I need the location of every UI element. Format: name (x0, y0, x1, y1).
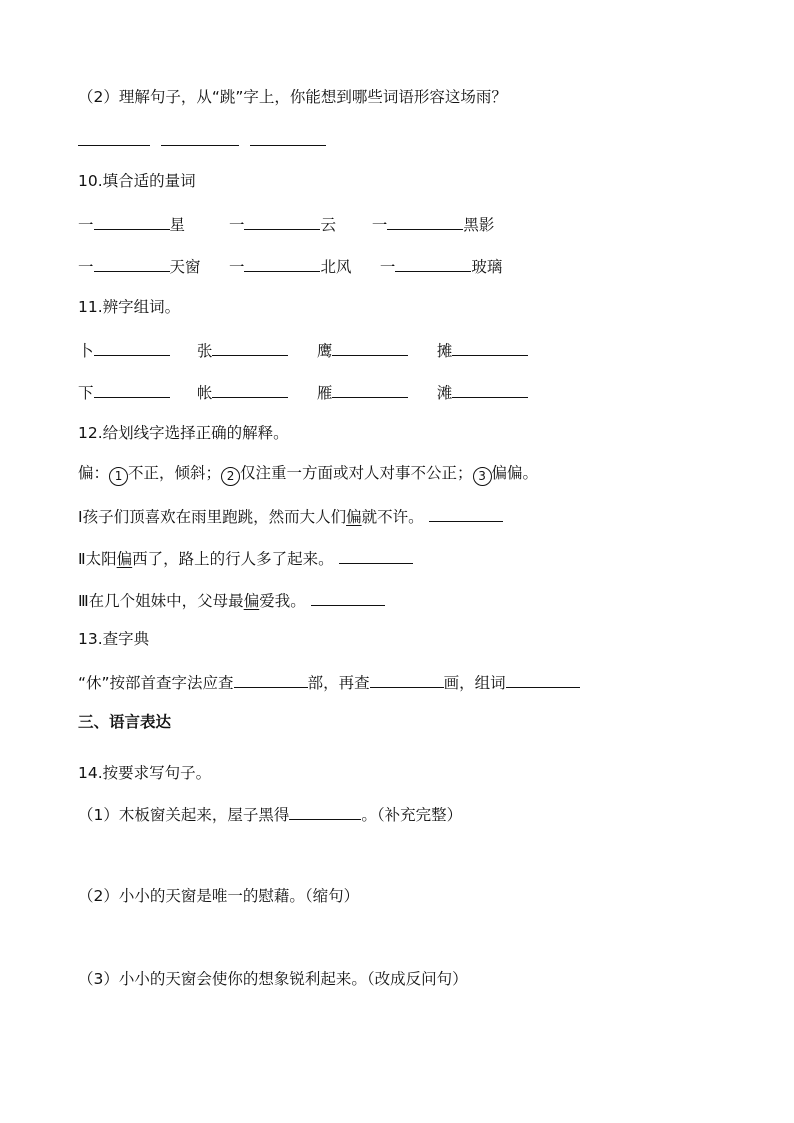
word-blank[interactable] (332, 338, 408, 356)
q11-title: 11.辨字组词。 (78, 298, 181, 316)
q12-sentence-3: Ⅲ在几个姐妹中，父母最偏爱我。 (78, 588, 385, 612)
word-blank[interactable] (212, 380, 288, 398)
section-3-title: 三、语言表达 (78, 713, 172, 731)
character: 鹰 (316, 342, 333, 360)
word-blank[interactable] (332, 380, 408, 398)
q10-row-2 (78, 254, 502, 278)
measure-prefix: 一 (379, 258, 396, 276)
circled-number-3: 3 (473, 467, 492, 486)
q10-title: 10.填合适的量词 (78, 172, 196, 190)
word-blank[interactable] (506, 670, 580, 688)
answer-blank[interactable] (339, 546, 413, 564)
character: 下 (78, 384, 94, 402)
answer-blank[interactable] (429, 504, 503, 522)
q14-sentence-2: （2）小小的天窗是唯一的慰藉。（缩句） (78, 887, 360, 905)
character: 张 (196, 342, 213, 360)
q12-definition (78, 462, 538, 486)
measure-blank[interactable] (94, 212, 170, 230)
measure-prefix: 一 (228, 216, 245, 234)
underlined-char: 偏 (116, 550, 133, 568)
q13-title: 13.查字典 (78, 630, 150, 648)
character: 卜 (78, 342, 94, 360)
measure-blank[interactable] (244, 254, 320, 272)
definition-option-2: 仅注重一方面或对人对事不公正； (240, 464, 473, 482)
word-blank[interactable] (452, 338, 528, 356)
q12-title: 12.给划线字选择正确的解释。 (78, 424, 289, 442)
q14-title: 14.按要求写句子。 (78, 764, 212, 782)
definition-option-1: 不正，倾斜； (128, 464, 222, 482)
q11-row-2 (78, 380, 528, 404)
word-blank[interactable] (212, 338, 288, 356)
stroke-count-blank[interactable] (370, 670, 444, 688)
measure-blank[interactable] (395, 254, 471, 272)
measure-prefix: 一 (371, 216, 388, 234)
q12-sentence-1: Ⅰ孩子们顶喜欢在雨里跑跳，然而大人们偏就不许。 (78, 504, 503, 528)
measure-noun: 云 (320, 216, 336, 234)
word-blank[interactable] (94, 338, 170, 356)
character: 滩 (436, 384, 453, 402)
measure-noun: 玻璃 (471, 258, 503, 276)
measure-blank[interactable] (387, 212, 463, 230)
definition-option-3: 偏偏。 (491, 464, 539, 482)
circled-number-2: 2 (221, 467, 240, 486)
measure-noun: 星 (169, 216, 186, 234)
definition-head: 偏： (78, 464, 110, 482)
answer-blank[interactable] (289, 802, 361, 820)
answer-blank[interactable] (311, 588, 385, 606)
q10-row-1 (78, 212, 494, 236)
q9-2-prompt: （2）理解句子，从“跳”字上，你能想到哪些词语形容这场雨？ (78, 88, 507, 106)
measure-prefix: 一 (228, 258, 245, 276)
radical-blank[interactable] (234, 670, 308, 688)
q13-body: “休”按部首查字法应查 部，再查 画，组词 (78, 670, 580, 694)
measure-noun: 北风 (320, 258, 352, 276)
character: 帐 (196, 384, 213, 402)
measure-prefix: 一 (78, 216, 94, 234)
measure-blank[interactable] (244, 212, 320, 230)
measure-blank[interactable] (94, 254, 170, 272)
answer-blank-3[interactable] (250, 128, 326, 146)
underlined-char: 偏 (243, 592, 260, 610)
underlined-char: 偏 (346, 508, 362, 526)
q14-sentence-3: （3）小小的天窗会使你的想象锐利起来。（改成反问句） (78, 970, 468, 988)
q14-sentence-1: （1）木板窗关起来，屋子黑得 。（补充完整） (78, 802, 462, 826)
word-blank[interactable] (94, 380, 170, 398)
measure-noun: 天窗 (169, 258, 201, 276)
answer-blank-2[interactable] (161, 128, 239, 146)
word-blank[interactable] (452, 380, 528, 398)
q9-2-answer-blanks (78, 128, 326, 152)
answer-blank-1[interactable] (78, 128, 150, 146)
q11-row-1 (78, 338, 528, 362)
circled-number-1: 1 (109, 467, 128, 486)
character: 雁 (316, 384, 333, 402)
measure-prefix: 一 (78, 258, 94, 276)
measure-noun: 黑影 (463, 216, 495, 234)
character: 摊 (436, 342, 453, 360)
q12-sentence-2: Ⅱ太阳偏西了，路上的行人多了起来。 (78, 546, 413, 570)
